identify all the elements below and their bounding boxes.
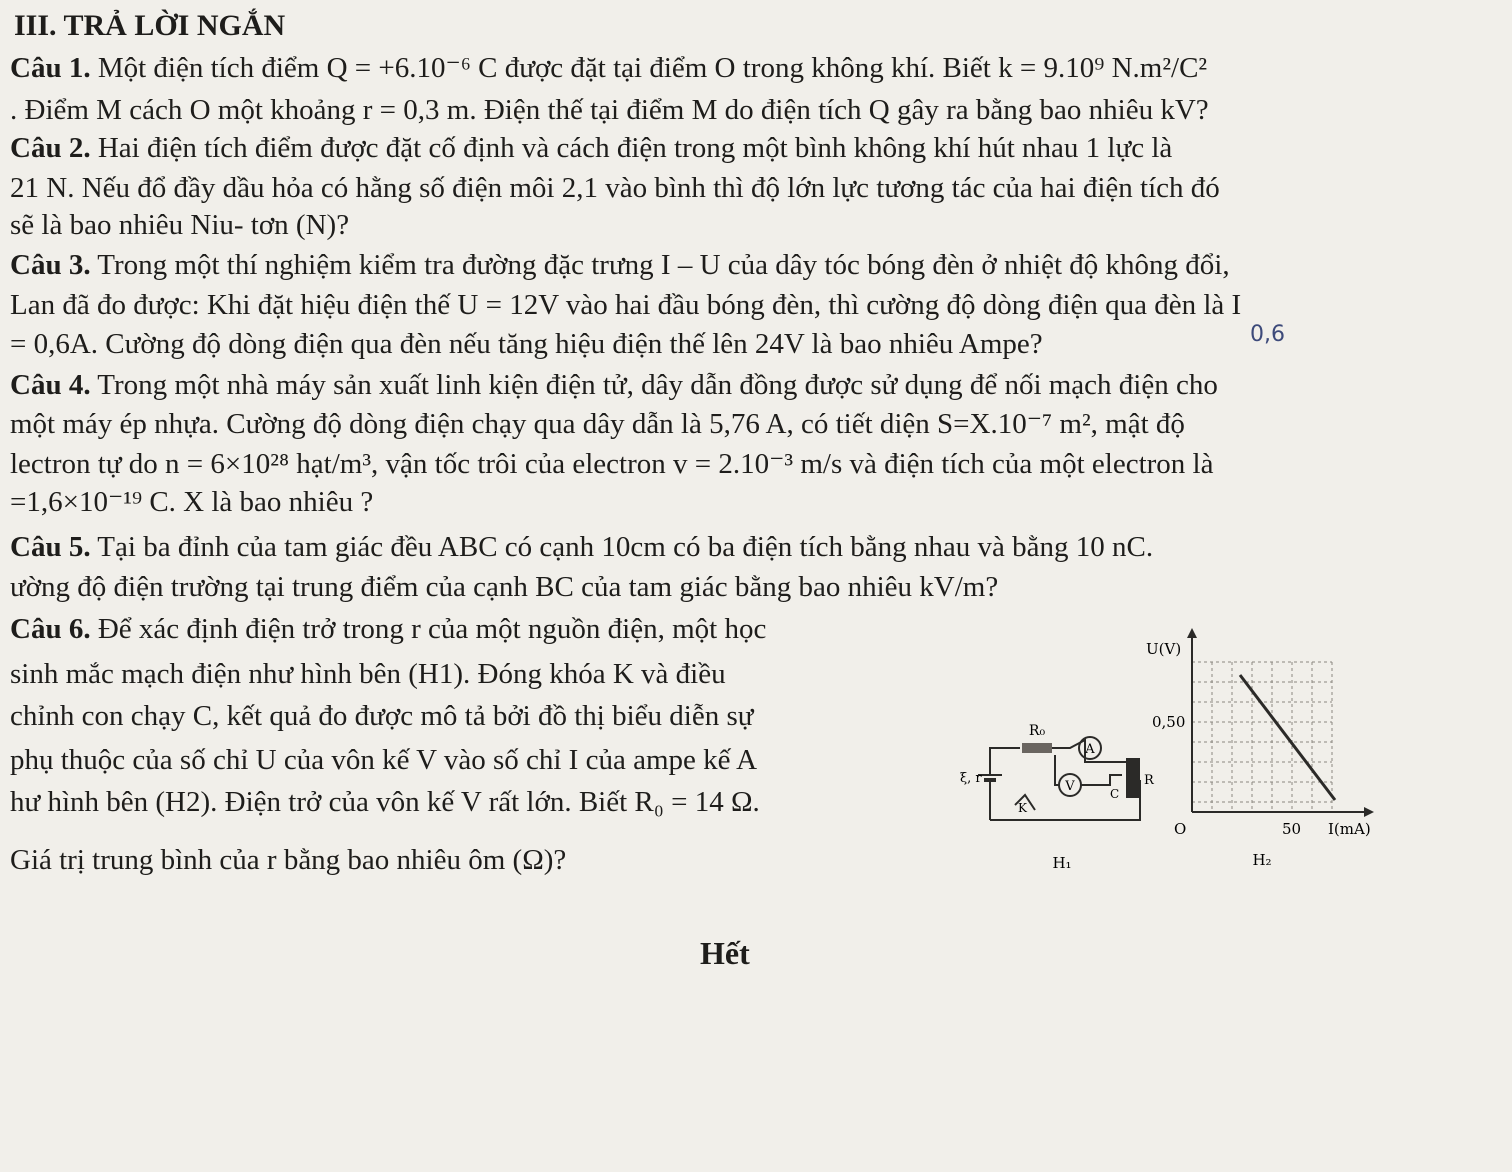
question-text: chỉnh con chạy C, kết quả đo được mô tả bởi đồ thị biểu diễn sự bbox=[10, 700, 754, 732]
question-text: một máy ép nhựa. Cường độ dòng điện chạy qua dây dẫn là 5,76 A, có tiết diện S=X.10⁻⁷ m², mật độ bbox=[10, 408, 1185, 440]
graph-h2 bbox=[1140, 620, 1410, 880]
question-line bbox=[10, 326, 1043, 362]
question-line bbox=[10, 784, 760, 820]
label-slider: C bbox=[1110, 787, 1120, 801]
question-line bbox=[10, 569, 998, 605]
question-text: lectron tự do n = 6×10²⁸ hạt/m³, vận tốc trôi của electron v = 2.10⁻³ m/s và điện tích của một electron là bbox=[10, 448, 1214, 480]
circuit-wire bbox=[990, 748, 1020, 762]
label-voltmeter: V bbox=[1065, 779, 1075, 794]
question-text: Giá trị trung bình của r bằng bao nhiêu ôm (Ω)? bbox=[10, 844, 567, 876]
question-text: hư hình bên (H2). Điện trở của vôn kế V rất lớn. Biết R₀ = 14 Ω. bbox=[10, 786, 760, 818]
question-line bbox=[10, 446, 1213, 482]
question-text: Để xác định điện trở trong r của một nguồn điện, một học bbox=[90, 613, 767, 645]
question-label: Câu 6. bbox=[10, 613, 91, 645]
x-tick-label: 50 bbox=[1282, 820, 1302, 838]
label-source: ξ, r bbox=[960, 771, 982, 786]
question-text: = 0,6A. Cường độ dòng điện qua đèn nếu tăng hiệu điện thế lên 24V là bao nhiêu Ampe? bbox=[10, 328, 1043, 360]
x-axis-arrow-icon bbox=[1364, 807, 1374, 817]
circuit-wire bbox=[1081, 775, 1122, 785]
graph-grid bbox=[1192, 662, 1332, 812]
y-axis-label: U(V) bbox=[1146, 640, 1182, 658]
origin-label: O bbox=[1174, 820, 1187, 838]
question-label: Câu 5. bbox=[10, 531, 91, 563]
question-line bbox=[10, 611, 766, 647]
question-line bbox=[10, 484, 373, 520]
y-tick-label: 0,50 bbox=[1152, 713, 1186, 731]
rheostat-icon bbox=[1126, 758, 1140, 798]
question-line bbox=[10, 130, 1172, 166]
end-marker: Hết bbox=[700, 935, 750, 971]
question-line bbox=[10, 842, 566, 878]
caption-h2: H₂ bbox=[1252, 851, 1272, 869]
question-line bbox=[10, 247, 1230, 283]
question-line bbox=[10, 367, 1218, 403]
question-line bbox=[10, 406, 1185, 442]
question-text: Trong một nhà máy sản xuất linh kiện điện tử, dây dẫn đồng được sử dụng để nối mạch điện cho bbox=[90, 369, 1218, 401]
question-label: Câu 1. bbox=[10, 52, 91, 84]
question-text: 21 N. Nếu đổ đầy dầu hỏa có hằng số điện môi 2,1 vào bình thì độ lớn lực tương tác của hai điện tích đó bbox=[10, 172, 1220, 204]
question-label: Câu 3. bbox=[10, 249, 91, 281]
y-axis-arrow-icon bbox=[1187, 628, 1197, 638]
question-line bbox=[10, 50, 1207, 86]
question-line bbox=[10, 207, 349, 243]
section-title: III. TRẢ LỜI NGẮN bbox=[14, 9, 286, 42]
question-text: Tại ba đỉnh của tam giác đều ABC có cạnh 10cm có ba điện tích bằng nhau và bằng 10 nC. bbox=[90, 531, 1154, 563]
label-ammeter: A bbox=[1085, 742, 1095, 757]
question-line bbox=[10, 170, 1220, 206]
label-switch: K bbox=[1018, 801, 1027, 815]
question-text: sinh mắc mạch điện như hình bên (H1). Đóng khóa K và điều bbox=[10, 658, 726, 690]
x-axis-label: I(mA) bbox=[1328, 820, 1371, 838]
question-text: Hai điện tích điểm được đặt cố định và cách điện trong một bình không khí hút nhau 1 lực là bbox=[90, 132, 1173, 164]
question-text: phụ thuộc của số chỉ U của vôn kế V vào số chỉ I của ampe kế A bbox=[10, 744, 758, 776]
circuit-wire bbox=[1055, 755, 1059, 785]
question-text: sẽ là bao nhiêu Niu- tơn (N)? bbox=[10, 209, 350, 241]
question-label: Câu 4. bbox=[10, 369, 91, 401]
question-line bbox=[10, 287, 1241, 323]
question-text: =1,6×10⁻¹⁹ C. X là bao nhiêu ? bbox=[10, 486, 374, 518]
question-line bbox=[10, 92, 1209, 128]
label-r0: R₀ bbox=[1028, 723, 1046, 739]
caption-h1: H₁ bbox=[1052, 854, 1072, 872]
question-text: . Điểm M cách O một khoảng r = 0,3 m. Điện thế tại điểm M do điện tích Q gây ra bằng bao nhiêu kV? bbox=[10, 94, 1209, 126]
question-label: Câu 2. bbox=[10, 132, 91, 164]
handwritten-note: 0,6 bbox=[1250, 322, 1285, 347]
question-line bbox=[10, 698, 753, 734]
question-line bbox=[10, 529, 1153, 565]
question-text: Trong một thí nghiệm kiểm tra đường đặc trưng I – U của dây tóc bóng đèn ở nhiệt độ không đổi, bbox=[90, 249, 1230, 281]
question-text: Lan đã đo được: Khi đặt hiệu điện thế U = 12V vào hai đầu bóng đèn, thì cường độ dòng điện qua đèn là I bbox=[10, 289, 1242, 321]
ui-graph-line bbox=[1240, 675, 1335, 800]
question-line bbox=[10, 656, 726, 692]
question-text: Một điện tích điểm Q = +6.10⁻⁶ C được đặt tại điểm O trong không khí. Biết k = 9.10⁹ N.m²/C² bbox=[90, 52, 1208, 84]
label-rheostat: R bbox=[1144, 773, 1154, 788]
question-text: ường độ điện trường tại trung điểm của cạnh BC của tam giác bằng bao nhiêu kV/m? bbox=[10, 571, 999, 603]
question-line bbox=[10, 742, 757, 778]
resistor-r0-icon bbox=[1022, 743, 1052, 753]
